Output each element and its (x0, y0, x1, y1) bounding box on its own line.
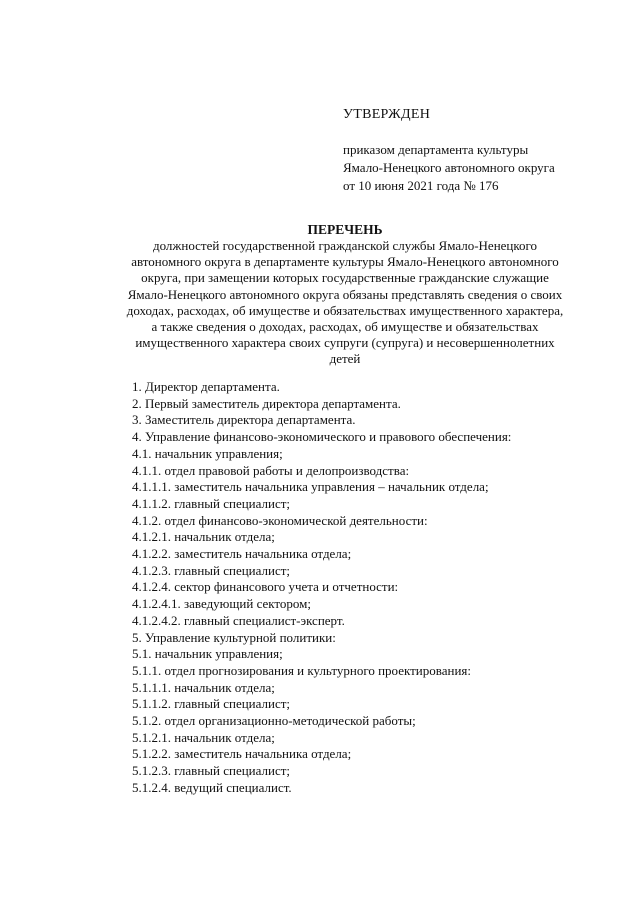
list-item: 5.1.2.1. начальник отдела; (132, 729, 275, 745)
list-item: 4.1.1.1. заместитель начальника управления – начальник отдела; (132, 479, 489, 495)
list-item: 4.1.2.4.2. главный специалист-эксперт. (132, 612, 345, 628)
approval-line-region: Ямало-Ненецкого автономного округа (343, 160, 555, 175)
approval-line-order: приказом департамента культуры (343, 142, 529, 157)
list-item: 5.1.1.2. главный специалист; (132, 696, 291, 712)
approval-line-date: от 10 июня 2021 года № 176 (343, 178, 499, 193)
preamble-line: должностей государственной гражданской службы Ямало-Ненецкого (152, 238, 538, 253)
document-heading: ПЕРЕЧЕНЬ (307, 222, 383, 237)
list-item: 4.1.1. отдел правовой работы и делопроизводства: (132, 462, 410, 478)
position-list (0, 379, 640, 797)
preamble-line: автономного округа в департаменте культуры Ямало-Ненецкого автономного (131, 254, 559, 270)
list-item: 5.1.1.1. начальник отдела; (132, 679, 275, 695)
preamble-line: имущественного характера своих супруги (супруга) и несовершеннолетних (135, 335, 555, 351)
list-item: 4.1.1.2. главный специалист; (132, 495, 291, 511)
preamble-line: доходах, расходах, об имуществе и обязательствах имущественного характера, (126, 302, 564, 318)
list-item: 4.1.2. отдел финансово-экономической деятельности: (132, 512, 428, 528)
list-item: 5.1.2.3. главный специалист; (132, 763, 291, 779)
approval-block (343, 106, 623, 195)
list-item: 4.1.2.3. главный специалист; (132, 562, 291, 578)
list-item: 4.1.2.1. начальник отдела; (132, 529, 275, 545)
list-item: 4.1.2.4. сектор финансового учета и отчетности: (132, 579, 399, 595)
list-item: 4. Управление финансово-экономического и правового обеспечения: (132, 429, 512, 445)
list-item: 5.1.1. отдел прогнозирования и культурного проектирования: (132, 662, 472, 678)
list-item: 5. Управление культурной политики: (132, 629, 336, 645)
preamble-line: детей (329, 351, 361, 367)
list-item: 5.1. начальник управления; (132, 646, 283, 662)
list-item: 2. Первый заместитель директора департамента. (132, 395, 401, 411)
preamble-line: а также сведения о доходах, расходах, об имуществе и обязательствах (151, 319, 539, 335)
document-preamble (100, 238, 590, 368)
list-item: 1. Директор департамента. (132, 379, 280, 394)
list-item: 5.1.2.2. заместитель начальника отдела; (132, 746, 352, 762)
list-item: 4.1. начальник управления; (132, 445, 283, 461)
list-item: 5.1.2. отдел организационно-методической работы; (132, 713, 416, 729)
preamble-line: округа, при замещении которых государственные гражданские служащие (141, 270, 549, 286)
list-item: 3. Заместитель директора департамента. (132, 412, 356, 428)
preamble-line: Ямало-Ненецкого автономного округа обязаны представлять сведения о своих (127, 286, 563, 302)
list-item: 4.1.2.2. заместитель начальника отдела; (132, 546, 352, 562)
list-item: 4.1.2.4.1. заведующий сектором; (132, 596, 312, 612)
list-item: 5.1.2.4. ведущий специалист. (132, 779, 292, 795)
approval-title: УТВЕРЖДЕН (343, 107, 431, 122)
